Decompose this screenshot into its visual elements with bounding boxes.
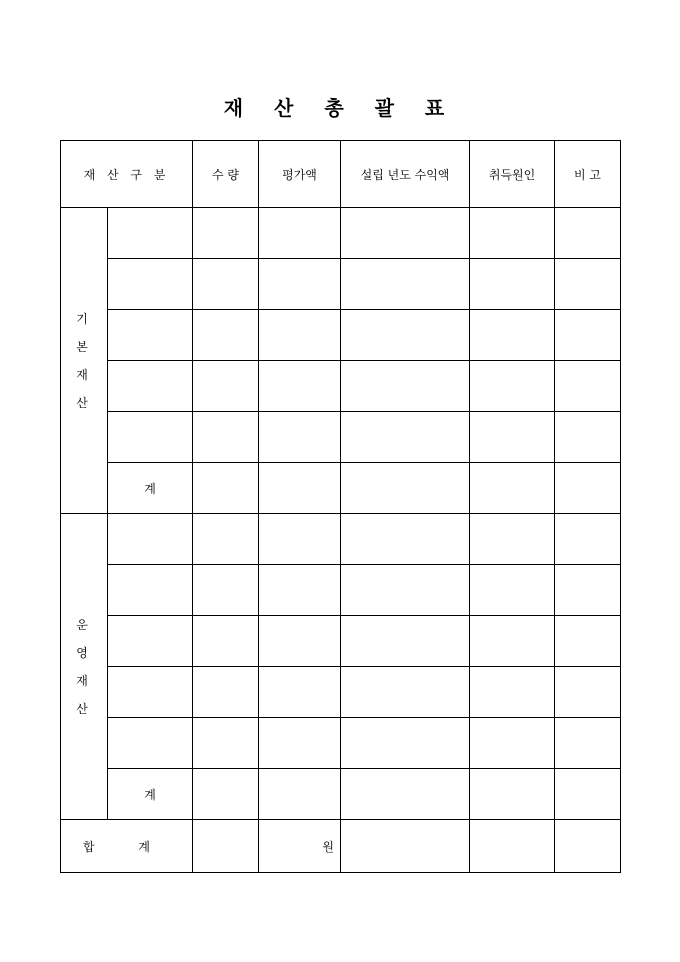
- table-row: [61, 310, 621, 361]
- table-cell[interactable]: [341, 412, 470, 463]
- table-cell[interactable]: [193, 208, 259, 259]
- table-cell[interactable]: [193, 259, 259, 310]
- table-cell[interactable]: [341, 769, 470, 820]
- table-cell[interactable]: [259, 565, 341, 616]
- table-cell[interactable]: [470, 718, 555, 769]
- table-cell[interactable]: [341, 463, 470, 514]
- operating-assets-label: [61, 514, 108, 820]
- table-cell[interactable]: [555, 463, 621, 514]
- table-cell[interactable]: [341, 565, 470, 616]
- table-cell[interactable]: [470, 310, 555, 361]
- table-cell[interactable]: [108, 616, 193, 667]
- table-cell[interactable]: [341, 514, 470, 565]
- table-cell[interactable]: [470, 412, 555, 463]
- table-cell[interactable]: [470, 667, 555, 718]
- table-cell[interactable]: [193, 412, 259, 463]
- table-cell[interactable]: [470, 616, 555, 667]
- table-cell[interactable]: [470, 820, 555, 873]
- table-cell[interactable]: [108, 361, 193, 412]
- operating-assets-label-line2: 재 산: [76, 673, 102, 716]
- table-cell[interactable]: [108, 514, 193, 565]
- table-cell[interactable]: [341, 616, 470, 667]
- table-cell[interactable]: [193, 718, 259, 769]
- operating-subtotal-row: [61, 769, 621, 820]
- table-cell[interactable]: [259, 667, 341, 718]
- table-cell[interactable]: [470, 769, 555, 820]
- table-row: [61, 565, 621, 616]
- grand-total-row: [61, 820, 621, 873]
- table-cell[interactable]: [555, 565, 621, 616]
- grand-total-unit: 원: [259, 820, 341, 873]
- table-cell[interactable]: [555, 259, 621, 310]
- table-row: [61, 718, 621, 769]
- table-cell[interactable]: [259, 208, 341, 259]
- header-category: 재 산 구 분: [61, 141, 193, 208]
- table-cell[interactable]: [259, 616, 341, 667]
- asset-summary-table: [60, 140, 621, 873]
- operating-subtotal-label: 계: [108, 769, 193, 820]
- table-cell[interactable]: [555, 361, 621, 412]
- table-cell[interactable]: [193, 463, 259, 514]
- table-cell[interactable]: [193, 616, 259, 667]
- table-cell[interactable]: [470, 361, 555, 412]
- table-cell[interactable]: [470, 565, 555, 616]
- table-cell[interactable]: [555, 514, 621, 565]
- table-cell[interactable]: [555, 208, 621, 259]
- table-cell[interactable]: [341, 718, 470, 769]
- table-cell[interactable]: [259, 412, 341, 463]
- table-cell[interactable]: [259, 259, 341, 310]
- basic-subtotal-row: [61, 463, 621, 514]
- table-cell[interactable]: [259, 361, 341, 412]
- table-cell[interactable]: [470, 514, 555, 565]
- table-cell[interactable]: [193, 565, 259, 616]
- table-cell[interactable]: [108, 565, 193, 616]
- basic-assets-label-line2: 재 산: [76, 367, 102, 410]
- header-row: [61, 141, 621, 208]
- table-row: [61, 616, 621, 667]
- basic-assets-label-line1: 기 본: [76, 311, 102, 354]
- table-cell[interactable]: [259, 718, 341, 769]
- table-cell[interactable]: [470, 208, 555, 259]
- table-cell[interactable]: [341, 310, 470, 361]
- table-cell[interactable]: [193, 820, 259, 873]
- document-title: 재 산 총 괄 표: [223, 96, 457, 120]
- table-row: [61, 514, 621, 565]
- table-cell[interactable]: [259, 514, 341, 565]
- table-cell[interactable]: [259, 769, 341, 820]
- table-cell[interactable]: [193, 667, 259, 718]
- table-cell[interactable]: [341, 361, 470, 412]
- table-cell[interactable]: [555, 616, 621, 667]
- header-quantity: 수 량: [193, 141, 259, 208]
- table-cell[interactable]: [108, 310, 193, 361]
- table-cell[interactable]: [108, 667, 193, 718]
- table-cell[interactable]: [555, 718, 621, 769]
- table-cell[interactable]: [108, 412, 193, 463]
- table-cell[interactable]: [555, 310, 621, 361]
- table-row: [61, 412, 621, 463]
- table-cell[interactable]: [108, 259, 193, 310]
- table-row: [61, 208, 621, 259]
- table-cell[interactable]: [341, 667, 470, 718]
- table-cell[interactable]: [259, 463, 341, 514]
- table-cell[interactable]: [341, 208, 470, 259]
- header-value: 평가액: [259, 141, 341, 208]
- table-cell[interactable]: [341, 259, 470, 310]
- table-row: [61, 361, 621, 412]
- header-acquisition: 취득원인: [470, 141, 555, 208]
- table-cell[interactable]: [259, 310, 341, 361]
- table-cell[interactable]: [108, 718, 193, 769]
- table-row: [61, 667, 621, 718]
- table-cell[interactable]: [193, 769, 259, 820]
- table-cell[interactable]: [108, 208, 193, 259]
- header-revenue: 설립 년도 수익액: [341, 141, 470, 208]
- table-row: [61, 259, 621, 310]
- table-cell[interactable]: [555, 769, 621, 820]
- grand-total-label: 합 계: [61, 820, 193, 873]
- table-cell[interactable]: [470, 259, 555, 310]
- table-cell[interactable]: [193, 310, 259, 361]
- table-cell[interactable]: [555, 667, 621, 718]
- table-cell[interactable]: [555, 820, 621, 873]
- basic-subtotal-label: 계: [108, 463, 193, 514]
- basic-assets-label: [61, 208, 108, 514]
- table-cell[interactable]: [341, 820, 470, 873]
- table-cell[interactable]: [193, 361, 259, 412]
- table-cell[interactable]: [555, 412, 621, 463]
- table-cell[interactable]: [470, 463, 555, 514]
- operating-assets-label-line1: 운 영: [76, 617, 102, 660]
- table-cell[interactable]: [193, 514, 259, 565]
- header-remarks: 비 고: [555, 141, 621, 208]
